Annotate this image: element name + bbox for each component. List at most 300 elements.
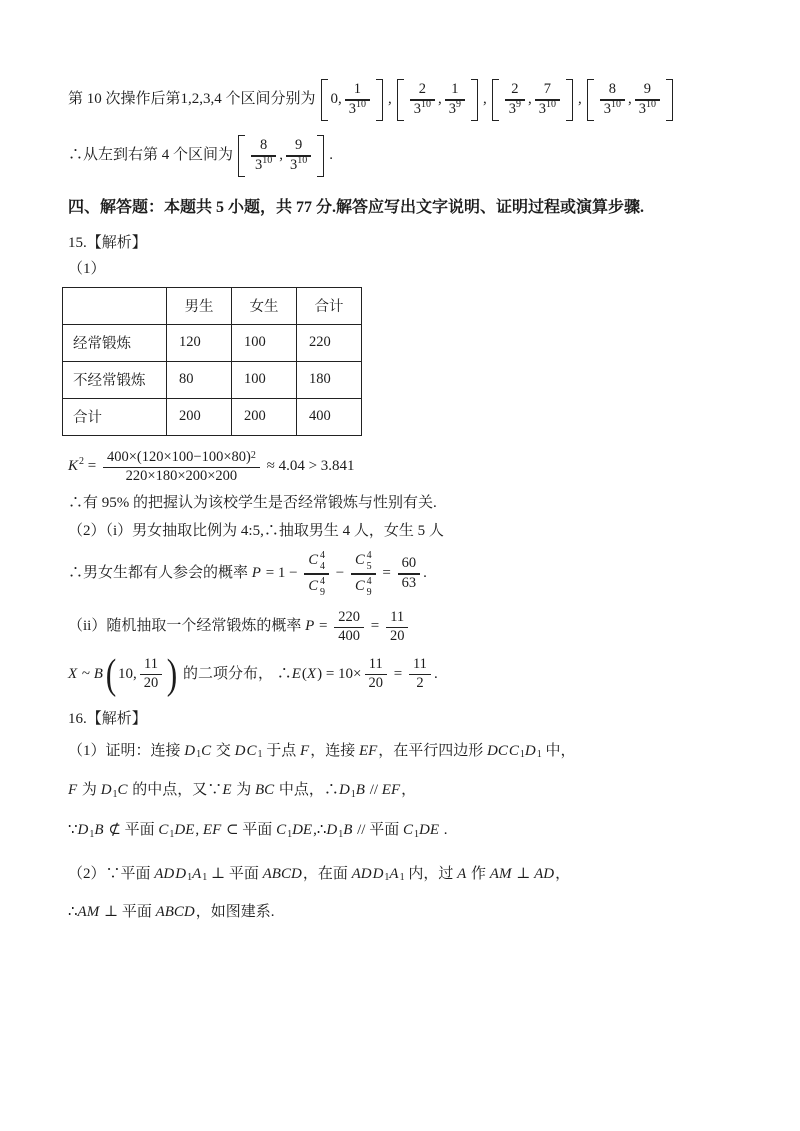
scripted-symbol — [68, 456, 84, 478]
line-geometry-proof-3 — [68, 820, 740, 842]
scripted-symbol — [413, 99, 432, 118]
line-k-squared-formula — [68, 450, 740, 485]
scripted-symbol — [326, 820, 343, 842]
subscript: 1 — [536, 749, 542, 761]
math-text: , — [388, 91, 392, 108]
scripted-symbol — [355, 550, 372, 572]
fraction-denominator — [398, 575, 421, 592]
table-cell: 120 — [167, 324, 232, 361]
script-base: K — [68, 458, 79, 475]
right-square-bracket — [376, 79, 383, 121]
script-base: 3 — [448, 100, 457, 117]
fraction-numerator — [415, 82, 430, 99]
script-base: D — [338, 782, 350, 799]
math-variable: F — [68, 782, 78, 799]
math-text: 9 — [643, 81, 652, 98]
math-text: （2）∵平面 — [68, 865, 155, 882]
subscript: 1 — [338, 828, 344, 840]
scripted-symbol — [538, 99, 557, 118]
table-header-cell: 男生 — [167, 287, 232, 324]
math-text: , — [483, 91, 487, 108]
line-sampling-ratio: （2）（i）男女抽取比例为 4:5,∴抽取男生 4 人，女生 5 人 — [68, 522, 444, 539]
script-base: D — [326, 822, 338, 839]
scripted-symbol — [603, 99, 622, 118]
script-base: C — [355, 577, 365, 594]
math-variable: B — [93, 665, 103, 682]
script-sup: 4 — [366, 575, 372, 587]
scripted-symbol — [638, 99, 657, 118]
scripted-symbol — [509, 741, 525, 763]
subscript: 1 — [519, 749, 525, 761]
math-variable: DC — [487, 742, 508, 759]
math-text: ，如图建系. — [195, 903, 275, 920]
math-variable: EF — [202, 822, 222, 839]
fraction-numerator — [365, 657, 387, 674]
math-text: . — [329, 147, 334, 164]
fraction-denominator — [140, 675, 163, 692]
math-text: 2 — [511, 81, 519, 98]
script-base: 3 — [603, 100, 612, 117]
fraction-numerator — [447, 82, 462, 99]
math-variable: AD — [154, 865, 175, 882]
line-geometry-proof-2 — [68, 780, 740, 802]
line-intervals-after-10-ops — [68, 78, 740, 122]
subscript: 1 — [287, 828, 293, 840]
math-text: 63 — [401, 574, 417, 591]
math-text: 400×(120×100−100×80) — [106, 448, 251, 465]
table-row — [63, 398, 362, 435]
subscript: 1 — [350, 788, 356, 800]
math-variable: DE — [419, 822, 439, 839]
fraction — [410, 82, 435, 117]
math-text: ) = 10× — [317, 665, 362, 682]
table-cell: 80 — [167, 361, 232, 398]
script-base: C — [355, 552, 365, 569]
fraction-denominator — [251, 157, 276, 174]
math-variable: P — [251, 565, 261, 582]
fraction-denominator — [535, 101, 560, 118]
fraction-denominator — [600, 101, 625, 118]
superscript: 2 — [79, 456, 85, 468]
script-sub: 4 — [320, 561, 326, 573]
math-text: , — [628, 91, 632, 108]
fraction-numerator — [351, 550, 376, 573]
math-text: ∵ — [68, 822, 78, 839]
line-confidence-conclusion: ∴有 95% 的把握认为该校学生是否经常锻炼与性别有关. — [68, 494, 437, 511]
fraction — [351, 550, 376, 597]
math-text: 400 — [338, 627, 360, 644]
scripted-symbol — [339, 780, 356, 802]
math-text: = — [378, 565, 395, 582]
subscript: 1 — [169, 828, 175, 840]
scripted-symbol — [525, 741, 542, 763]
fraction-denominator — [386, 628, 409, 645]
math-variable: F — [300, 742, 310, 759]
math-text: ( — [301, 665, 307, 682]
math-variable: AM — [489, 865, 512, 882]
math-text: // 平面 — [353, 822, 403, 839]
math-text: ∴男女生都有人参会的概率 — [68, 565, 252, 582]
part-1-label: （1） — [68, 260, 106, 277]
math-text: 2 — [416, 675, 424, 692]
scripted-symbol — [255, 155, 273, 174]
scripted-symbol — [78, 820, 95, 842]
table-cell: 不经常锻炼 — [63, 361, 167, 398]
line-geometry-part2-setup — [68, 864, 740, 886]
math-variable: BC — [255, 782, 275, 799]
script-sup: 4 — [320, 575, 326, 587]
fraction — [409, 657, 431, 692]
subscript: 1 — [112, 788, 118, 800]
math-text: ⊥ 平面 — [100, 903, 156, 920]
table-cell: 400 — [297, 398, 362, 435]
math-text: ，在面 — [302, 865, 352, 882]
math-text: . — [433, 665, 438, 682]
math-text: 20 — [389, 627, 405, 644]
math-text: 0, — [330, 91, 342, 108]
scripted-symbol — [389, 864, 404, 886]
math-variable: B — [94, 822, 104, 839]
table-cell: 180 — [297, 361, 362, 398]
scripted-symbol — [355, 576, 372, 598]
math-text: 20 — [368, 675, 383, 692]
fraction-numerator — [640, 82, 655, 99]
subscript: 1 — [414, 828, 419, 840]
fraction-numerator — [291, 138, 306, 155]
math-text: ∴ — [68, 903, 78, 920]
math-text: 第 10 次操作后第1,2,3,4 个区间分别为 — [68, 91, 316, 108]
math-variable: C — [117, 782, 128, 799]
script-base: A — [389, 865, 399, 882]
script-sub: 9 — [366, 586, 372, 598]
scripted-symbol — [158, 820, 174, 842]
right-square-bracket — [566, 79, 573, 121]
fraction — [505, 82, 525, 117]
scripted-symbol — [373, 864, 390, 886]
math-text: − — [332, 565, 348, 582]
left-square-bracket — [492, 79, 499, 121]
subscript: 1 — [187, 872, 193, 884]
math-text: ⊥ 平面 — [207, 865, 263, 882]
scripted-symbol — [508, 99, 522, 118]
math-text: 交 — [212, 742, 235, 759]
superscript: 10 — [356, 99, 367, 111]
math-text: , — [578, 91, 582, 108]
math-text: 11 — [368, 656, 383, 673]
table-cell: 200 — [167, 398, 232, 435]
math-text: ∴从左到右第 4 个区间为 — [68, 147, 234, 164]
math-variable: AD — [534, 865, 555, 882]
left-square-bracket — [587, 79, 594, 121]
right-square-bracket — [471, 79, 478, 121]
scripted-symbol — [276, 820, 292, 842]
section-header: 四、解答题：本题共 5 小题，共 77 分.解答应写出文字说明、证明过程或演算步骤. — [68, 199, 645, 216]
math-text: . — [423, 565, 427, 582]
math-variable: P — [305, 618, 315, 635]
problem-15-label: 15.【解析】 — [68, 235, 147, 252]
script-base: C — [508, 742, 519, 759]
math-variable: ABCD — [155, 903, 195, 920]
math-text: 为 — [232, 782, 255, 799]
script-stack — [320, 550, 325, 572]
fraction — [345, 82, 370, 117]
math-text: , — [279, 147, 284, 164]
script-base: C — [308, 577, 319, 594]
scripted-symbol — [308, 550, 325, 572]
superscript: 10 — [646, 99, 657, 111]
line-probability-both-genders — [68, 550, 740, 597]
line-geometry-proof-1 — [68, 741, 740, 763]
line-probability-regular-exercise — [68, 610, 740, 645]
math-text: ， — [401, 782, 417, 799]
table-row — [63, 361, 362, 398]
script-base: 3 — [538, 100, 547, 117]
math-text: 60 — [401, 555, 417, 572]
superscript: 10 — [421, 99, 432, 111]
scripted-symbol — [246, 741, 262, 763]
fraction — [286, 138, 311, 173]
math-text: ,∴ — [313, 822, 327, 839]
scripted-symbol — [290, 155, 308, 174]
fraction — [386, 610, 409, 645]
math-variable: A — [457, 865, 467, 882]
superscript: 10 — [611, 99, 622, 111]
script-base: D — [184, 742, 196, 759]
script-base: 3 — [255, 156, 263, 173]
math-variable: AD — [351, 865, 372, 882]
math-text: = — [366, 618, 383, 635]
script-base: 3 — [638, 100, 647, 117]
fraction-denominator — [122, 468, 242, 485]
table-cell: 200 — [232, 398, 297, 435]
fraction — [304, 550, 329, 597]
math-text: 的中点，又∵ — [128, 782, 223, 799]
math-variable: X — [306, 665, 317, 682]
script-base: D — [175, 865, 187, 882]
fraction — [103, 450, 260, 485]
math-variable: EF — [381, 782, 401, 799]
subscript: 1 — [196, 749, 202, 761]
fraction-numerator — [398, 556, 421, 573]
fraction-denominator — [412, 675, 427, 692]
scripted-symbol — [448, 99, 462, 118]
math-text: 内，过 — [404, 865, 458, 882]
math-variable: DE — [292, 822, 313, 839]
math-text: 1 — [353, 81, 362, 98]
math-variable: DE — [174, 822, 195, 839]
fraction-denominator — [445, 101, 465, 118]
fraction-numerator — [605, 82, 620, 99]
math-text: , — [438, 91, 442, 108]
fraction-numerator — [103, 450, 260, 467]
scripted-symbol — [348, 99, 367, 118]
left-paren: ( — [105, 651, 117, 698]
math-text: 8 — [260, 137, 268, 154]
left-square-bracket — [397, 79, 404, 121]
math-text: 的二项分布， ∴ — [179, 665, 292, 682]
right-square-bracket — [317, 135, 324, 177]
fraction-numerator — [256, 138, 271, 155]
math-variable: C — [201, 742, 212, 759]
math-text: ， — [555, 865, 571, 882]
subscript: 1 — [399, 872, 405, 884]
math-text: 10, — [117, 665, 137, 682]
math-text: （1）证明：连接 — [68, 742, 185, 759]
math-text: 9 — [295, 137, 303, 154]
table-cell: 经常锻炼 — [63, 324, 167, 361]
table-header-cell: 女生 — [232, 287, 297, 324]
fraction-numerator — [334, 610, 364, 627]
script-base: C — [158, 822, 169, 839]
script-base: C — [308, 552, 319, 569]
table-cell: 合计 — [63, 398, 167, 435]
math-variable: B — [343, 822, 353, 839]
script-sup: 4 — [320, 550, 326, 562]
math-text: ，连接 — [310, 742, 359, 759]
math-text: = — [315, 618, 332, 635]
fraction-numerator — [304, 550, 329, 573]
script-sub: 9 — [320, 586, 326, 598]
script-base: D — [372, 865, 384, 882]
superscript: 10 — [262, 155, 273, 167]
script-stack — [320, 576, 325, 598]
right-square-bracket — [666, 79, 673, 121]
fraction-denominator — [635, 101, 660, 118]
fraction — [445, 82, 465, 117]
math-text: = — [84, 458, 100, 475]
math-variable: X — [68, 665, 78, 682]
math-text: ⊂ 平面 — [222, 822, 277, 839]
math-text: 11 — [390, 608, 405, 625]
fraction-denominator — [410, 101, 435, 118]
math-text: 1 — [451, 81, 459, 98]
script-base: 3 — [508, 100, 517, 117]
math-text: 中， — [541, 742, 576, 759]
superscript: 10 — [297, 155, 308, 167]
math-text: ⊥ — [512, 865, 535, 882]
scripted-symbol — [175, 864, 192, 886]
script-base: A — [192, 865, 202, 882]
fraction-denominator — [286, 157, 311, 174]
math-text: , — [195, 822, 203, 839]
fraction-numerator — [540, 82, 555, 99]
table-cell: 100 — [232, 324, 297, 361]
fraction-numerator — [350, 82, 365, 99]
superscript: 9 — [516, 99, 522, 111]
scripted-symbol — [101, 780, 118, 802]
left-square-bracket — [238, 135, 245, 177]
fraction — [600, 82, 625, 117]
fraction — [251, 138, 276, 173]
fraction — [334, 610, 364, 645]
math-text: // — [365, 782, 382, 799]
math-text: ，在平行四边形 — [378, 742, 488, 759]
table-body — [63, 324, 362, 435]
fraction-denominator — [345, 101, 370, 118]
superscript: 10 — [546, 99, 557, 111]
fraction-numerator — [386, 610, 408, 627]
script-base: 3 — [348, 100, 357, 117]
table-head — [63, 287, 362, 324]
math-text: ≈ 4.04 > 3.841 — [262, 458, 355, 475]
math-text: ⊄ 平面 — [104, 822, 159, 839]
math-variable: AM — [77, 903, 100, 920]
subscript: 1 — [257, 749, 263, 761]
math-variable: B — [355, 782, 365, 799]
fraction-denominator — [304, 575, 329, 598]
fraction — [398, 556, 421, 591]
line-binomial-expectation — [68, 651, 740, 698]
math-text: , — [528, 91, 532, 108]
script-base: 3 — [290, 156, 298, 173]
math-text: 2 — [418, 81, 427, 98]
fraction-numerator — [140, 657, 162, 674]
table-cell: 220 — [297, 324, 362, 361]
table-header-cell: 合计 — [297, 287, 362, 324]
line-geometry-part2-conclusion — [68, 902, 740, 924]
table-header-row — [63, 287, 362, 324]
math-text: 11 — [143, 656, 158, 673]
script-base: D — [524, 742, 536, 759]
table-row — [63, 324, 362, 361]
fraction — [140, 657, 163, 692]
script-base: C — [276, 822, 287, 839]
subscript: 1 — [384, 872, 390, 884]
script-base: C — [246, 742, 257, 759]
subscript: 1 — [202, 872, 208, 884]
math-text: （ii）随机抽取一个经常锻炼的概率 — [68, 618, 306, 635]
scripted-symbol — [308, 576, 325, 598]
script-sub: 5 — [366, 561, 372, 573]
scripted-symbol — [192, 864, 207, 886]
fraction-denominator — [505, 101, 525, 118]
superscript: 2 — [250, 449, 256, 461]
right-paren: ) — [166, 651, 178, 698]
fraction-numerator — [507, 82, 522, 99]
math-text: 于点 — [262, 742, 301, 759]
fraction-denominator — [365, 675, 388, 692]
fraction — [635, 82, 660, 117]
math-text: 为 — [78, 782, 101, 799]
math-variable: E — [291, 665, 301, 682]
math-text: 11 — [412, 656, 427, 673]
contingency-table — [62, 287, 362, 436]
math-variable: EF — [358, 742, 378, 759]
scripted-symbol — [184, 741, 201, 763]
script-base: D — [100, 782, 112, 799]
fraction-numerator — [409, 657, 431, 674]
math-text: 220 — [338, 608, 360, 625]
script-base: C — [402, 822, 413, 839]
table-header-cell — [63, 287, 167, 324]
script-sup: 4 — [366, 550, 372, 562]
fraction — [535, 82, 560, 117]
math-text: = — [390, 665, 406, 682]
line-fourth-interval-conclusion — [68, 134, 740, 178]
math-variable: D — [234, 742, 246, 759]
math-text: . — [440, 822, 448, 839]
script-stack — [367, 550, 372, 572]
math-text: = 1 − — [261, 565, 302, 582]
math-variable: E — [222, 782, 232, 799]
math-text: 7 — [543, 81, 552, 98]
math-text: 作 — [467, 865, 490, 882]
left-square-bracket — [321, 79, 328, 121]
math-text: 20 — [143, 675, 159, 692]
script-base: D — [77, 822, 89, 839]
math-text: 中点，∴ — [275, 782, 339, 799]
table-cell: 100 — [232, 361, 297, 398]
